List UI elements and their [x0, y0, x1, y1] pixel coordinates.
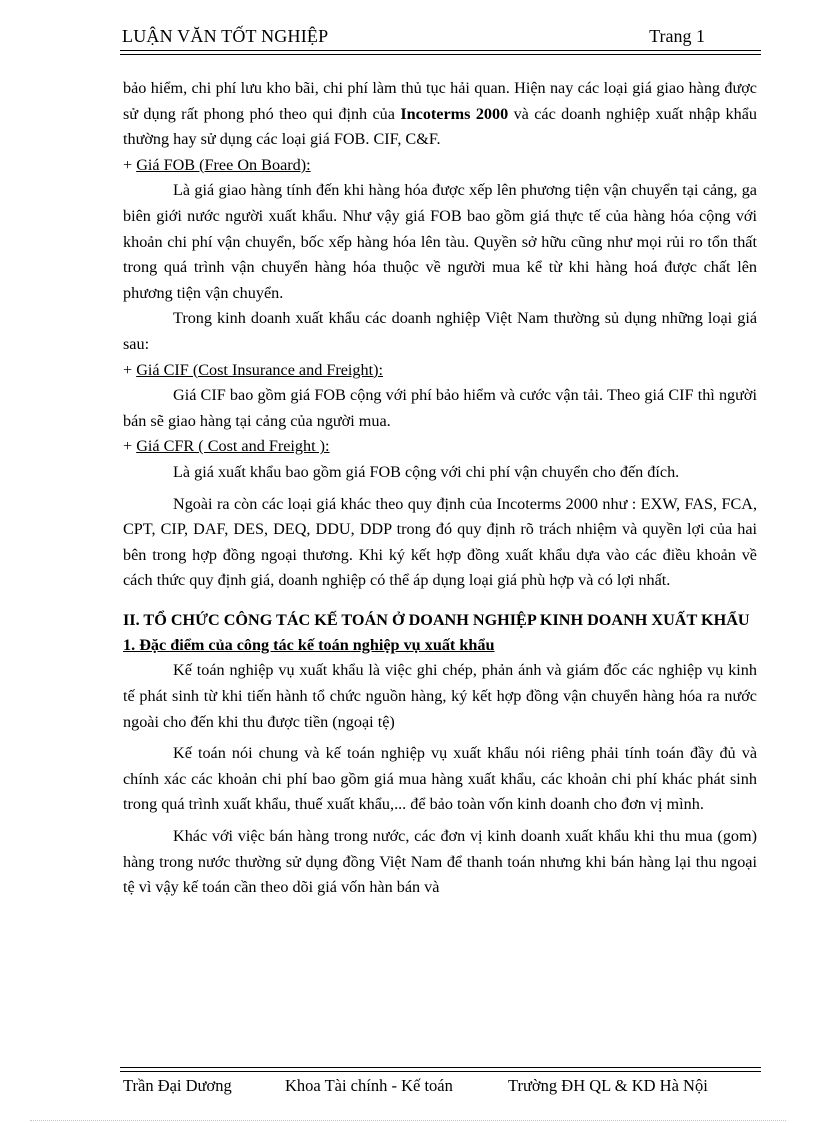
accounting-paragraph-2: Kế toán nói chung và kế toán nghiệp vụ xuất khẩu nói riêng phải tính toán đầy đủ và chính xác các khoản chi phí bao gồm giá mua hàng xuất khẩu, các khoản chi phí khác phát sinh trong quá trình xuất khẩu, thuế xuất khẩu,... để bảo toàn vốn kinh doanh cho đơn vị mình. [123, 744, 757, 814]
cif-heading [123, 358, 757, 384]
bullet-plus: + [123, 437, 137, 456]
intro-text: bảo hiểm, chi phí lưu kho bãi, chi phí làm thủ tục hải quan. Hiện nay các loại giá giao hàng được sử dụng rất phong phó theo qui định của [123, 79, 757, 123]
intro-bold-term: Incoterms 2000 [400, 104, 509, 123]
header-divider [120, 50, 761, 55]
trade-paragraph: Trong kinh doanh xuất khẩu các doanh nghiệp Việt Nam thường sủ dụng những loại giá sau: [123, 309, 757, 353]
footer-divider [120, 1067, 761, 1072]
cfr-heading [123, 434, 757, 460]
subsection-title: 1. Đặc điểm của công tác kế toán nghiệp vụ xuất khẩu [123, 635, 495, 654]
thesis-title: LUẬN VĂN TỐT NGHIỆP [122, 26, 329, 46]
intro-text-end: và các doanh nghiệp xuất nhập khẩu thường hay sử dụng các loại giá FOB. CIF, C&F. [123, 104, 757, 149]
cif-title: Giá CIF (Cost Insurance and Freight): [136, 360, 383, 379]
cfr-paragraph: Là giá xuất khẩu bao gồm giá FOB cộng với chi phí vận chuyển cho đến đích. [173, 462, 680, 481]
cif-paragraph: Giá CIF bao gồm giá FOB cộng với phí bảo hiểm và cước vận tải. Theo giá CIF thì người bán sẽ giao hàng tại cảng của người mua. [123, 386, 757, 430]
fob-paragraph: Là giá giao hàng tính đến khi hàng hóa được xếp lên phương tiện vận chuyển tại cảng, ga biên giới nước người xuất khẩu. Như vậy giá FOB bao gồm giá thực tế của hàng hóa cộng với khoản chi phí vận chuyển, bốc xếp hàng hóa lên tàu. Quyền sở hữu cũng như mọi rủi ro tổn thất trong quá trình vận chuyển hàng hóa thuộc về người mua kể từ khi hàng hoá được chất lên phương tiện vận chuyển. [123, 181, 757, 302]
accounting-paragraph-3: Khác với việc bán hàng trong nước, các đơn vị kinh doanh xuất khẩu khi thu mua (gom) hàng trong nước thường sử dụng đồng Việt Nam để thanh toán nhưng khi bán hàng lại thu ngoại tệ vì vậy kế toán cần theo dõi giá vốn hàn bán và [123, 827, 757, 897]
bullet-plus: + [123, 155, 137, 174]
paragraph-intro [123, 76, 757, 153]
cfr-title: Giá CFR ( Cost and Freight ): [136, 437, 330, 456]
document-body [123, 76, 757, 901]
fob-title: Giá FOB (Free On Board): [136, 155, 311, 174]
fob-heading [123, 153, 757, 179]
page-edge-dots [30, 1120, 786, 1121]
footer-school: Trường ĐH QL & KD Hà Nội [508, 1076, 708, 1095]
page-header [120, 24, 761, 50]
bullet-plus: + [123, 360, 137, 379]
section-title: II. TỔ CHỨC CÔNG TÁC KẾ TOÁN Ở DOANH NGHIỆP KINH DOANH XUẤT KHẨU [123, 610, 750, 629]
footer-author: Trần Đại Dương [123, 1076, 232, 1095]
footer-faculty: Khoa Tài chính - Kế toán [285, 1076, 453, 1095]
page-number: Trang 1 [649, 26, 705, 46]
other-prices-paragraph: Ngoài ra còn các loại giá khác theo quy định của Incoterms 2000 như : EXW, FAS, FCA, CPT, CIP, DAF, DES, DEQ, DDU, DDP trong đó quy định rõ trách nhiệm và quyền lợi của hai bên trong hợp đồng ngoại thương. Khi ký kết hợp đồng xuất khẩu dựa vào các điều khoản về cách thức quy định giá, doanh nghiệp có thể áp dụng loại giá phù hợp và có lợi nhất. [123, 494, 757, 590]
accounting-paragraph-1: Kế toán nghiệp vụ xuất khẩu là việc ghi chép, phản ánh và giám đốc các nghiệp vụ kinh tế phát sinh từ khi tiến hành tổ chức nguồn hàng, ký kết hợp đồng vận chuyển hàng hóa ra nước ngoài cho đến khi thu được tiền (ngoại tệ) [123, 661, 757, 731]
